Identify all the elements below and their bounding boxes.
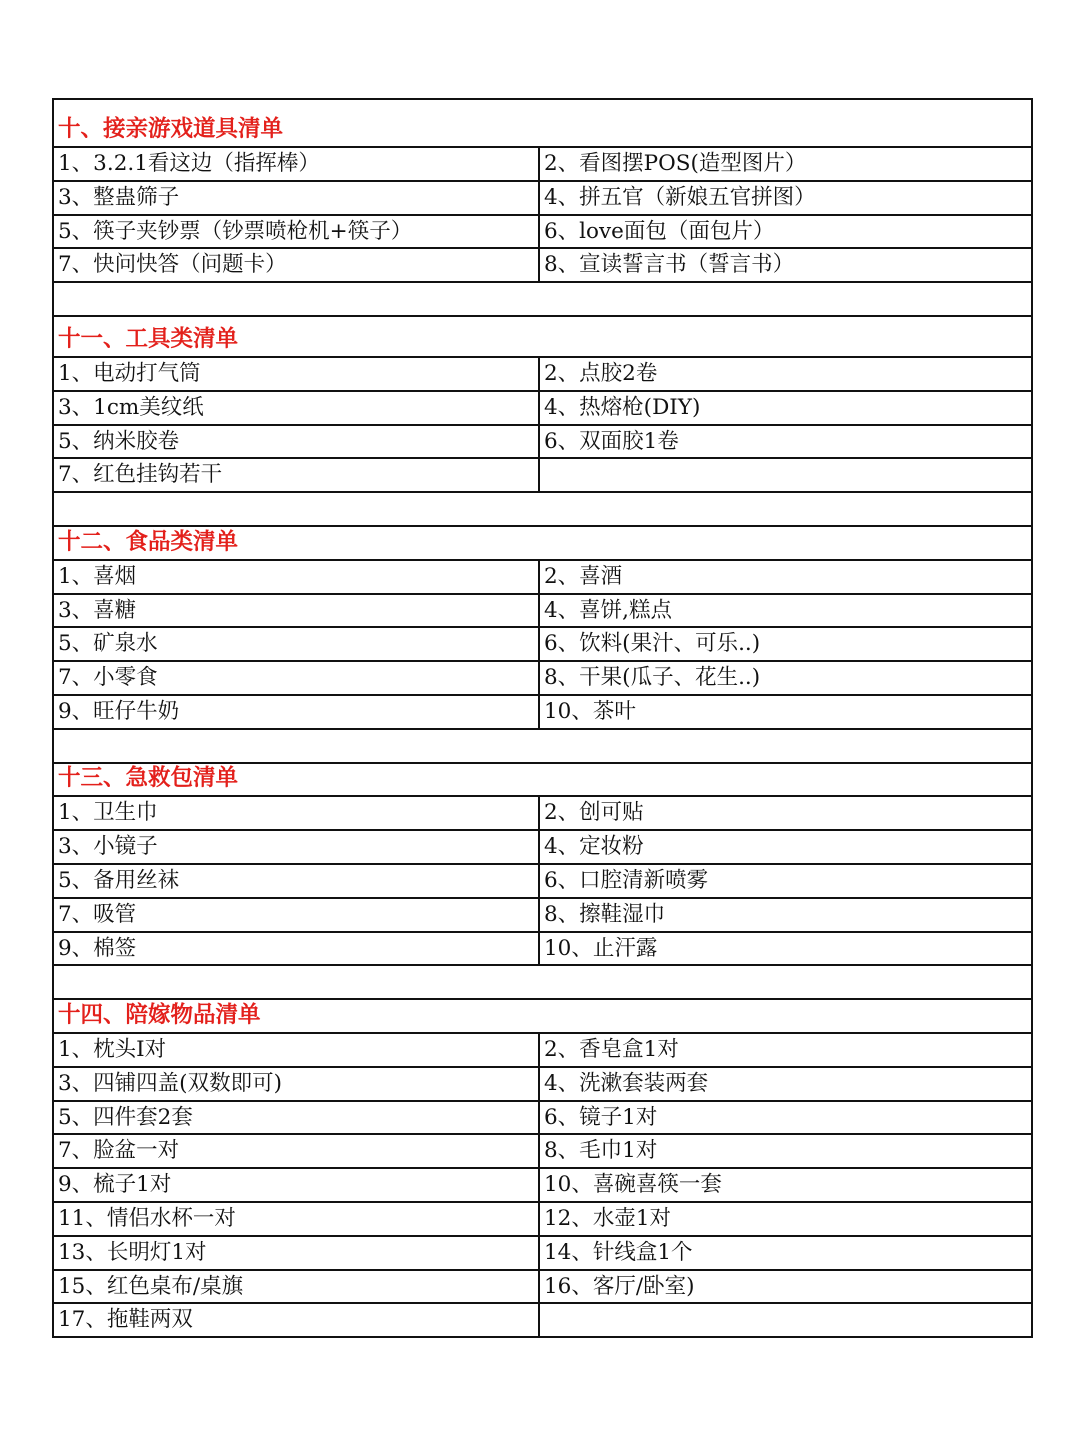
table-cell: 2、点胶2卷: [544, 360, 658, 386]
spacer-row: [54, 730, 1031, 764]
table-cell: 1、3.2.1看这边（指挥棒）: [54, 148, 540, 180]
table-row: [54, 459, 1031, 493]
table-cell: 7、红色挂钩若干: [54, 459, 540, 491]
table-cell: 1、喜烟: [54, 561, 540, 593]
table-cell: 2、喜酒: [544, 563, 623, 589]
table-cell: 1、电动打气筒: [54, 358, 540, 390]
table-cell: 10、止汗露: [544, 935, 658, 961]
table-row: [54, 392, 1031, 426]
table-cell: 4、热熔枪(DIY): [544, 394, 701, 420]
section-title: 十四、陪嫁物品清单: [58, 1001, 261, 1028]
table-cell: 5、四件套2套: [54, 1102, 540, 1134]
table-row: [54, 1237, 1031, 1271]
table-cell: 7、小零食: [54, 662, 540, 694]
section-header: [54, 317, 1031, 358]
table-cell: 17、拖鞋两双: [54, 1304, 540, 1336]
table-cell: [540, 459, 1031, 491]
section-title: 十二、食品类清单: [58, 528, 239, 555]
table-cell: 3、整蛊筛子: [54, 182, 540, 214]
table-row: [54, 1169, 1031, 1203]
table-row: [54, 1102, 1031, 1136]
section-title: 十一、工具类清单: [58, 325, 239, 352]
table-row: [54, 1304, 1031, 1338]
table-cell: 8、干果(瓜子、花生..): [544, 665, 761, 691]
table-cell: 6、镜子1对: [544, 1104, 658, 1130]
table-cell: 9、梳子1对: [54, 1169, 540, 1201]
section-header: [54, 1000, 1031, 1034]
table-row: [54, 831, 1031, 865]
table-cell: 2、香皂盒1对: [544, 1036, 679, 1062]
table-cell: 6、饮料(果汁、可乐..): [544, 631, 761, 657]
table-row: [54, 182, 1031, 216]
table-row: [54, 1271, 1031, 1305]
table-row: [54, 1068, 1031, 1102]
table-row: [54, 797, 1031, 831]
table-cell: 15、红色桌布/桌旗: [54, 1271, 540, 1303]
table-cell: 7、快问快答（问题卡）: [54, 249, 540, 281]
table-cell: 16、客厅/卧室): [544, 1273, 695, 1299]
table-cell: 5、纳米胶卷: [54, 426, 540, 458]
table-cell: 3、小镜子: [54, 831, 540, 863]
table-cell: 9、旺仔牛奶: [54, 696, 540, 728]
table-cell: 6、love面包（面包片）: [544, 218, 775, 244]
table-row: [54, 899, 1031, 933]
table-cell: 13、长明灯1对: [54, 1237, 540, 1269]
table-cell: 8、宣读誓言书（誓言书）: [544, 252, 795, 278]
table-cell: 6、双面胶1卷: [544, 428, 679, 454]
table-row: [54, 358, 1031, 392]
table-cell: 12、水壶1对: [544, 1205, 672, 1231]
table-row: [54, 628, 1031, 662]
table-cell: 1、枕头I对: [54, 1034, 540, 1066]
table-cell: 2、创可贴: [544, 800, 644, 826]
table-cell: 14、针线盒1个: [544, 1239, 693, 1265]
spacer-row: [54, 493, 1031, 527]
table-row: [54, 865, 1031, 899]
table-cell: 5、筷子夹钞票（钞票喷枪机+筷子）: [54, 216, 540, 248]
table-cell: 4、定妆粉: [544, 834, 644, 860]
table-row: [54, 561, 1031, 595]
table-cell: 1、卫生巾: [54, 797, 540, 829]
section-header: [54, 764, 1031, 798]
table-row: [54, 662, 1031, 696]
table-row: [54, 148, 1031, 182]
section-header: [54, 527, 1031, 561]
table-cell: 6、口腔清新喷雾: [544, 867, 709, 893]
table-cell: 4、拼五官（新娘五官拼图）: [544, 184, 816, 210]
table-cell: 3、四铺四盖(双数即可): [54, 1068, 540, 1100]
table-cell: 2、看图摆POS(造型图片）: [544, 151, 807, 176]
table-cell: 7、吸管: [54, 899, 540, 931]
table-row: [54, 933, 1031, 967]
spacer-row: [54, 283, 1031, 317]
table-cell: 8、毛巾1对: [544, 1138, 658, 1164]
spacer-row: [54, 966, 1031, 1000]
table-row: [54, 426, 1031, 460]
table-cell: 4、洗漱套装两套: [544, 1070, 709, 1096]
table-cell: 3、喜糖: [54, 595, 540, 627]
table-row: [54, 696, 1031, 730]
table-cell: 3、1cm美纹纸: [54, 392, 540, 424]
table-row: [54, 595, 1031, 629]
table-row: [54, 1203, 1031, 1237]
table-row: [54, 216, 1031, 250]
table-cell: 5、矿泉水: [54, 628, 540, 660]
table-cell: 9、棉签: [54, 933, 540, 965]
section-title: 十三、急救包清单: [58, 765, 239, 792]
table-cell: 10、喜碗喜筷一套: [544, 1172, 722, 1198]
table-cell: 7、脸盆一对: [54, 1135, 540, 1167]
table-row: [54, 1034, 1031, 1068]
table-cell: 5、备用丝袜: [54, 865, 540, 897]
table-row: [54, 249, 1031, 283]
table-cell: 11、情侣水杯一对: [54, 1203, 540, 1235]
table-cell: [540, 1304, 1031, 1336]
checklist-table: [52, 98, 1033, 1338]
table-cell: 10、茶叶: [544, 698, 636, 724]
table-cell: 8、擦鞋湿巾: [544, 901, 666, 927]
section-title: 十、接亲游戏道具清单: [58, 116, 284, 142]
section-header: [54, 100, 1031, 148]
table-cell: 4、喜饼,糕点: [544, 597, 673, 623]
table-row: [54, 1135, 1031, 1169]
